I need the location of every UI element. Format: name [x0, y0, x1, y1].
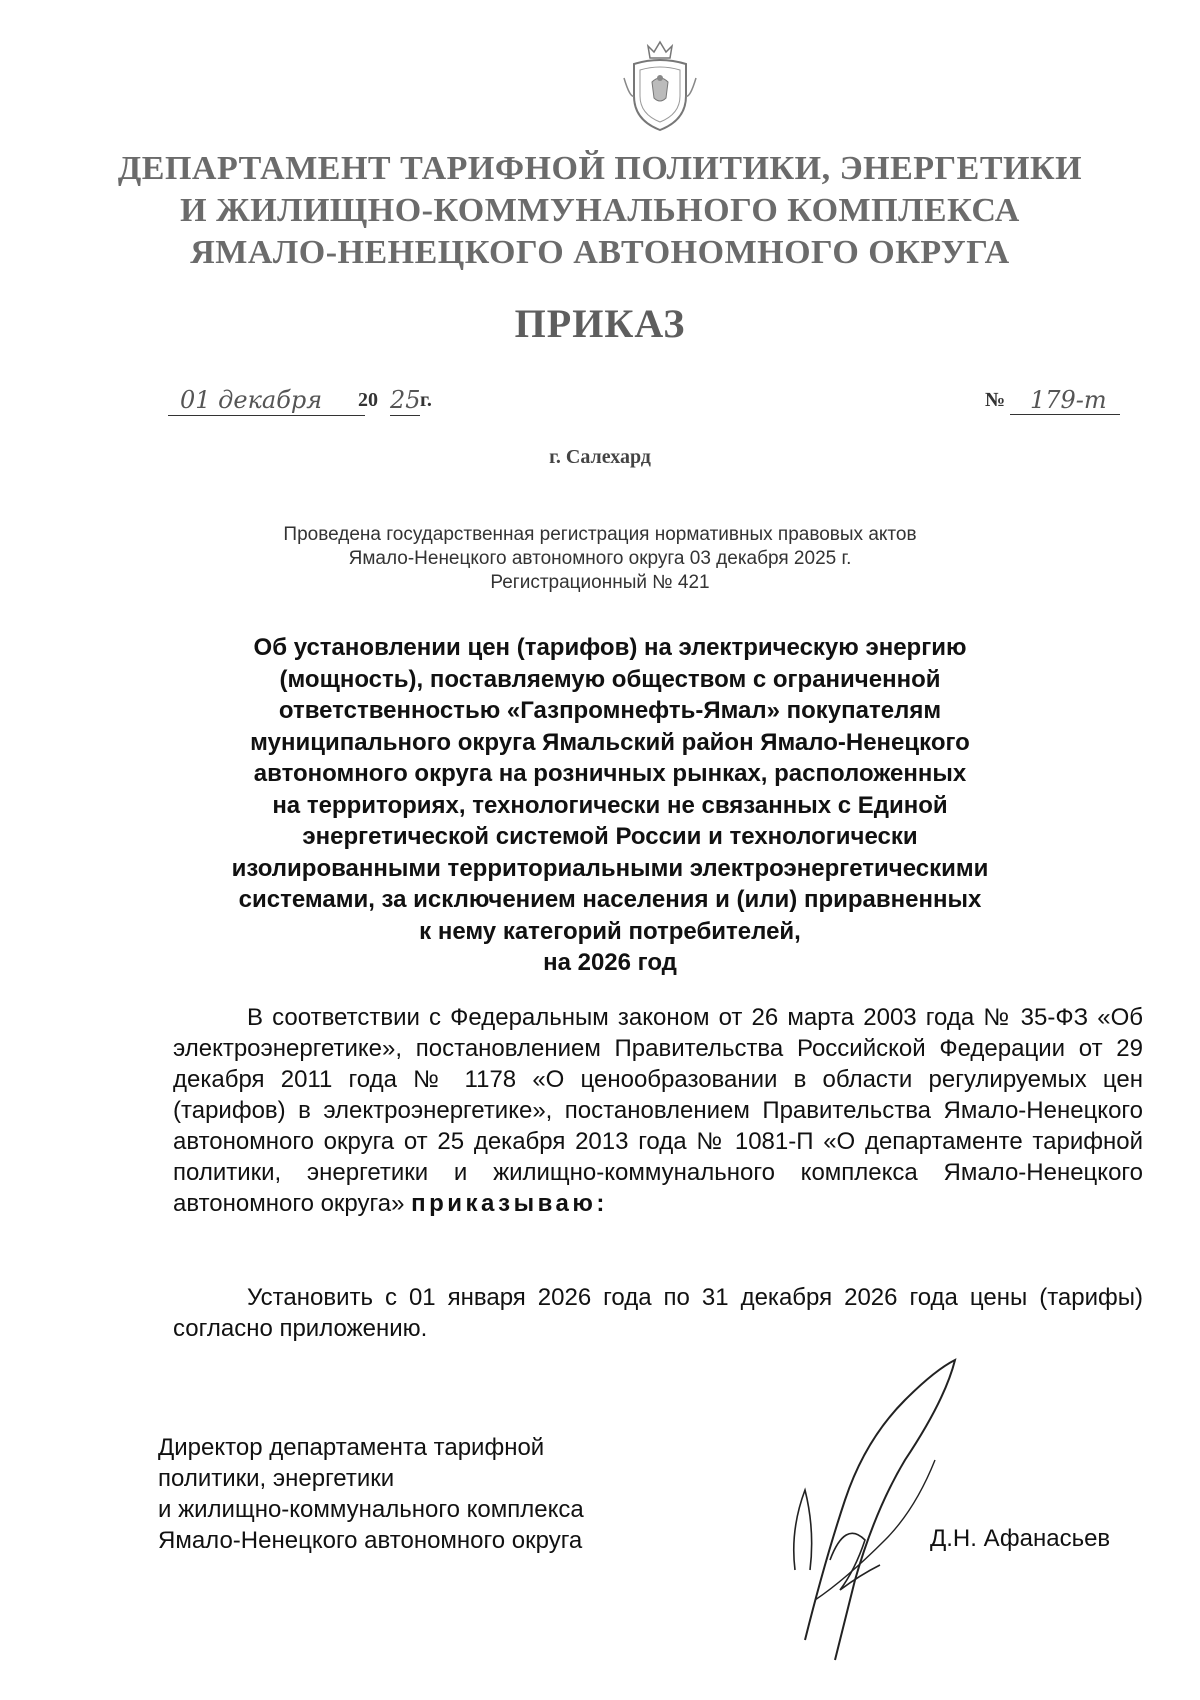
order-date-day: 01 декабря [168, 385, 365, 416]
date-number-row [168, 385, 1128, 435]
department-line: ДЕПАРТАМЕНТ ТАРИФНОЙ ПОЛИТИКИ, ЭНЕРГЕТИКИ [117, 150, 1083, 187]
handwritten-signature [785, 1340, 1015, 1670]
coat-of-arms-icon [620, 38, 700, 134]
registration-note [150, 523, 1050, 595]
title-line: на 2026 год [543, 949, 677, 976]
department-line: ЯМАЛО-НЕНЕЦКОГО АВТОНОМНОГО ОКРУГА [190, 234, 1010, 271]
title-line: муниципального округа Ямальский район Ямало-Ненецкого [250, 728, 970, 756]
doc-type-title: ПРИКАЗ [514, 301, 686, 346]
signer-position-line: и жилищно-коммунального комплекса [158, 1496, 584, 1523]
department-line: И ЖИЛИЩНО-КОММУНАЛЬНОГО КОМПЛЕКСА [180, 192, 1020, 229]
title-line: на территориях, технологически не связанных с Единой [272, 791, 948, 819]
registration-line: Ямало-Ненецкого автономного округа 03 декабря 2025 г. [348, 548, 852, 569]
title-line: ответственностью «Газпромнефть-Ямал» покупателям [278, 697, 942, 724]
title-line: Об установлении цен (тарифов) на электрическую энергию [253, 634, 967, 661]
title-line: изолированными территориальными электроэнергетическими [231, 854, 989, 882]
order-year-prefix: 20 [358, 389, 378, 411]
body-paragraph-1 [173, 1002, 1143, 1219]
order-command: приказываю: [411, 1190, 608, 1217]
order-title [120, 632, 1100, 979]
city: г. Салехард [549, 446, 651, 468]
signer-name: Д.Н. Афанасьев [930, 1525, 1111, 1552]
order-year-suffix: 25 [390, 386, 421, 414]
title-line: системами, за исключением населения и (или) приравненных [238, 886, 982, 913]
signer-position-line: Ямало-Ненецкого автономного округа [158, 1527, 583, 1554]
order-year-unit: г. [420, 389, 432, 411]
title-line: к нему категорий потребителей, [419, 917, 801, 945]
body-paragraph-1-text: В соответствии с Федеральным законом от 26 марта 2003 года № 35-ФЗ «Об электроэнергетике», постановлением Правительства Российской Федерации от 29 декабря 2011 года № 1178 «О ценообразовании в области регулируемых цен (тарифов) в электроэнергетике», постановлением Правительства Ямало-Ненецкого автономного округа от 25 декабря 2013 года № 1081-П «О департаменте тарифной политики, энергетики и жилищно-коммунального комплекса Ямало-Ненецкого автономного округа» [173, 1004, 1143, 1217]
title-line: автономного округа на розничных рынках, расположенных [253, 760, 967, 787]
title-line: энергетической системой России и технологически [302, 823, 918, 850]
signer-position-line: Директор департамента тарифной [158, 1434, 545, 1461]
order-number: 179-т [1010, 385, 1120, 415]
order-number-label: № [985, 389, 1006, 411]
signer-position [158, 1432, 718, 1556]
body-paragraph-2: Установить с 01 января 2026 года по 31 декабря 2026 года цены (тарифы) согласно приложению. [173, 1284, 1143, 1342]
department-name [100, 148, 1100, 274]
registration-line: Регистрационный № 421 [490, 572, 710, 593]
signer-position-line: политики, энергетики [158, 1465, 395, 1492]
registration-line: Проведена государственная регистрация нормативных правовых актов [283, 524, 917, 545]
title-line: (мощность), поставляемую обществом с ограниченной [279, 665, 941, 693]
